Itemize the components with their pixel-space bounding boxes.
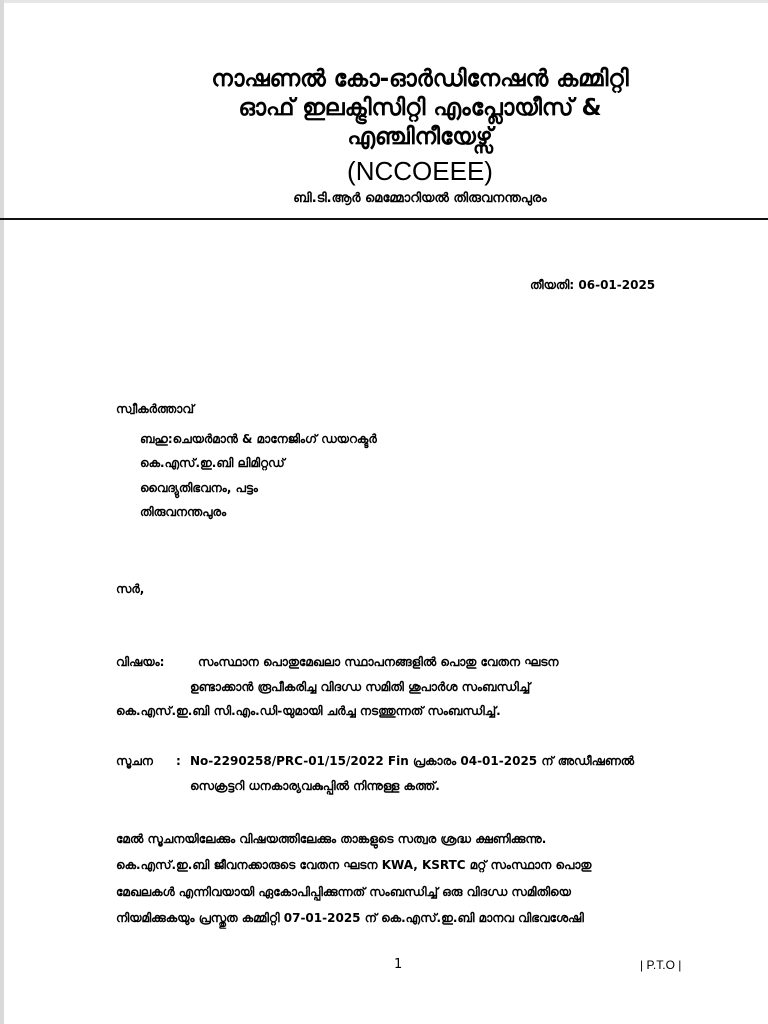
- recipient-line: വൈദ്യുതിഭവനം, പട്ടം: [140, 481, 258, 495]
- recipient-line: കെ.എസ്.ഇ.ബി ലിമിറ്റഡ്: [140, 456, 285, 470]
- org-title-line1: നാഷണൽ കോ-ഓർഡിനേഷൻ കമ്മിറ്റി: [211, 66, 629, 92]
- org-title-line2: ഓഫ് ഇലക്ട്രിസിറ്റി എംപ്ലോയീസ് &: [238, 95, 602, 121]
- body-line: മേഖലകൾ എന്നിവയായി ഏകോപിപ്പിക്കുന്നത് സംബന്ധിച്ച് ഒരു വിദഗ്ധ സമിതിയെ: [116, 885, 571, 899]
- reference-colon: :: [176, 754, 181, 768]
- subject-line: സംസ്ഥാന പൊതുമേഖലാ സ്ഥാപനങ്ങളിൽ പൊതു വേതന ഘടന: [198, 655, 559, 669]
- recipient-heading: സ്വീകർത്താവ്: [116, 402, 194, 416]
- letter-date: തീയതി: 06-01-2025: [530, 278, 656, 292]
- page-left-edge: [0, 0, 4, 1024]
- header-divider: [0, 218, 768, 220]
- subject-line: കെ.എസ്.ഇ.ബി സി.എം.ഡി-യുമായി ചർച്ച നടത്തുന്നത് സംബന്ധിച്ച്.: [116, 704, 501, 718]
- page-number: 1: [394, 957, 403, 972]
- body-line: മേൽ സൂചനയിലേക്കും വിഷയത്തിലേക്കും താങ്കളുടെ സത്വര ശ്രദ്ധ ക്ഷണിക്കുന്നു.: [116, 832, 547, 846]
- salutation: സർ,: [116, 582, 145, 596]
- org-address: ബി.ടി.ആർ മെമ്മോറിയൽ തിരുവനന്തപുരം: [293, 191, 547, 206]
- reference-label: സൂചന: [116, 754, 153, 768]
- subject-label: വിഷയം:: [116, 655, 165, 669]
- pto-marker: | P.T.O |: [640, 958, 682, 972]
- subject-line: ഉണ്ടാക്കാൻ രൂപീകരിച്ച വിദഗ്ധ സമിതി ശുപാർശ സംബന്ധിച്ച്: [190, 680, 531, 694]
- body-line: കെ.എസ്.ഇ.ബി ജീവനക്കാരുടെ വേതന ഘടന KWA, KSRTC മറ്റ് സംസ്ഥാന പൊതു: [116, 858, 592, 872]
- reference-line: സെക്രട്ടറി ധനകാര്യവകുപ്പിൽ നിന്നുള്ള കത്ത്.: [190, 779, 440, 793]
- recipient-line: ബഹു:ചെയർമാൻ & മാനേജിംഗ് ഡയറക്ടർ: [140, 432, 377, 446]
- page-top-edge: [0, 0, 768, 3]
- org-title-line3: എഞ്ചിനീയേഴ്സ്: [347, 124, 493, 150]
- org-acronym: (NCCOEEE): [347, 156, 493, 186]
- reference-line: No-2290258/PRC-01/15/2022 Fin പ്രകാരം 04-01-2025 ന് അഡീഷണൽ: [190, 754, 635, 768]
- body-line: നിയമിക്കുകയും പ്രസ്തുത കമ്മിറ്റി 07-01-2025 ന് കെ.എസ്.ഇ.ബി മാനവ വിഭവശേഷി: [116, 911, 584, 925]
- recipient-line: തിരുവനന്തപുരം: [140, 505, 227, 519]
